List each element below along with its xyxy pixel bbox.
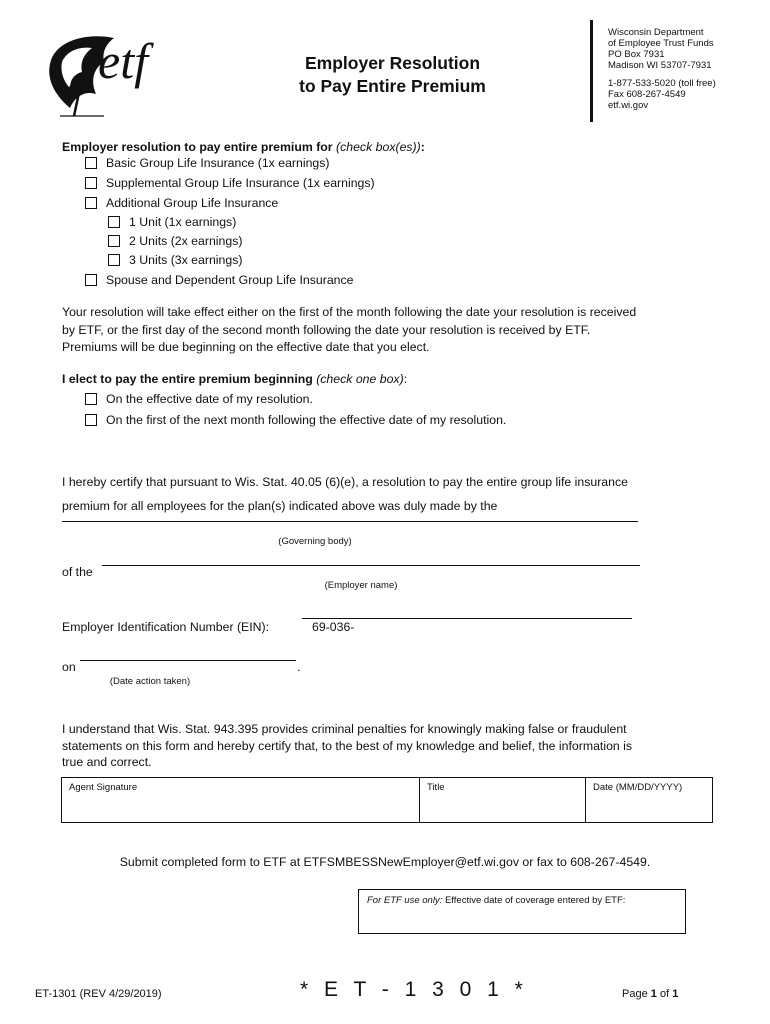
elect-heading xyxy=(62,372,407,386)
understand-line-2: statements on this form and hereby certify that, to the best of my knowledge and belief, the information is xyxy=(62,738,633,753)
elect-heading-italic: (check one box) xyxy=(316,372,404,386)
submit-instructions: Submit completed form to ETF at ETFSMBESSNewEmployer@etf.wi.gov or fax to 608-267-4549. xyxy=(119,855,651,869)
next-month-checkbox[interactable] xyxy=(85,414,97,426)
coverage-heading-colon: : xyxy=(420,140,425,154)
elect-option-1-label: On the effective date of my resolution. xyxy=(106,392,313,406)
effective-line-2: by ETF, or the first day of the second month following the date your resolution is received by ETF. xyxy=(62,322,591,337)
signature-table xyxy=(61,777,713,823)
understand-line-1: I understand that Wis. Stat. 943.395 provides criminal penalties for knowingly making false or fraudulent xyxy=(62,722,627,736)
date-action-caption: (Date action taken) xyxy=(109,676,191,687)
org-line-1: Wisconsin Department xyxy=(608,27,704,38)
ein-value: 69-036- xyxy=(312,620,355,634)
option-unit-1 xyxy=(108,215,236,229)
page-number xyxy=(622,988,678,1000)
date-label: Date (MM/DD/YYYY) xyxy=(593,782,683,793)
page-total: 1 xyxy=(672,988,679,1000)
page-prefix: Page xyxy=(622,988,648,1000)
form-barcode: * E T - 1 3 0 1 * xyxy=(300,978,528,1001)
supplemental-label: Supplemental Group Life Insurance (1x earnings) xyxy=(106,176,375,190)
logo-wordmark: etf xyxy=(98,33,148,89)
agency-address xyxy=(608,27,716,111)
title-line-1: Employer Resolution xyxy=(304,53,481,73)
basic-checkbox[interactable] xyxy=(85,157,97,169)
ein-label: Employer Identification Number (EIN): xyxy=(62,620,270,634)
option-spouse xyxy=(85,273,353,287)
date-action-field[interactable] xyxy=(80,660,296,661)
option-unit-2 xyxy=(108,234,242,248)
unit-1-label: 1 Unit (1x earnings) xyxy=(129,215,237,229)
understand-line-3: true and correct. xyxy=(62,755,152,769)
effective-paragraph xyxy=(62,304,636,357)
elect-option-2 xyxy=(85,413,506,427)
etf-use-box xyxy=(358,889,686,934)
po-box: PO Box 7931 xyxy=(608,49,665,60)
city-line: Madison WI 53707-7931 xyxy=(608,60,712,71)
form-title xyxy=(270,52,515,98)
unit-3-checkbox[interactable] xyxy=(108,254,120,266)
elect-option-2-label: On the first of the next month following the effective date of my resolution. xyxy=(106,413,507,427)
ein-field[interactable] xyxy=(302,618,632,619)
additional-checkbox[interactable] xyxy=(85,197,97,209)
title-line-2: to Pay Entire Premium xyxy=(299,76,486,96)
page-num: 1 xyxy=(650,988,657,1000)
effective-line-1: Your resolution will take effect either on the first of the month following the date your resolution is received xyxy=(62,305,637,319)
additional-label: Additional Group Life Insurance xyxy=(106,196,279,210)
unit-2-checkbox[interactable] xyxy=(108,235,120,247)
coverage-heading xyxy=(62,140,425,154)
elect-heading-bold: I elect to pay the entire premium beginning xyxy=(62,372,313,386)
employer-name-field[interactable] xyxy=(102,565,640,566)
title-label: Title xyxy=(427,782,445,793)
governing-body-caption: (Governing body) xyxy=(278,536,352,547)
org-line-2: of Employee Trust Funds xyxy=(608,38,714,49)
agent-signature-label: Agent Signature xyxy=(69,782,138,793)
date-period: . xyxy=(297,660,301,674)
unit-1-checkbox[interactable] xyxy=(108,216,120,228)
unit-2-label: 2 Units (2x earnings) xyxy=(129,234,243,248)
supplemental-checkbox[interactable] xyxy=(85,177,97,189)
of-the-label: of the xyxy=(62,565,93,579)
effective-date-checkbox[interactable] xyxy=(85,393,97,405)
certify-line-1: I hereby certify that pursuant to Wis. Stat. 40.05 (6)(e), a resolution to pay the entire group life insurance xyxy=(62,475,628,489)
on-label: on xyxy=(62,660,76,674)
phone-line: 1-877-533-5020 (toll free) xyxy=(608,78,716,89)
understand-paragraph xyxy=(62,721,632,771)
spouse-checkbox[interactable] xyxy=(85,274,97,286)
basic-label: Basic Group Life Insurance (1x earnings) xyxy=(106,156,330,170)
option-supplemental xyxy=(85,176,375,190)
option-unit-3 xyxy=(108,253,242,267)
elect-heading-colon: : xyxy=(403,372,408,386)
web-line: etf.wi.gov xyxy=(608,100,649,111)
etf-use-italic: For ETF use only: xyxy=(367,895,443,906)
certify-line-2: premium for all employees for the plan(s) indicated above was duly made by the xyxy=(62,499,498,513)
governing-body-field[interactable] xyxy=(62,521,638,522)
title-cell[interactable] xyxy=(420,778,585,822)
spouse-label: Spouse and Dependent Group Life Insurance xyxy=(106,273,354,287)
unit-3-label: 3 Units (3x earnings) xyxy=(129,253,243,267)
page-of: of xyxy=(659,988,670,1000)
header-divider xyxy=(590,20,593,122)
coverage-heading-bold: Employer resolution to pay entire premium for xyxy=(62,140,333,154)
form-id: ET-1301 (REV 4/29/2019) xyxy=(35,988,162,1000)
fax-line: Fax 608-267-4549 xyxy=(608,89,686,100)
certify-paragraph xyxy=(62,470,628,518)
agent-signature-cell[interactable] xyxy=(62,778,419,822)
elect-option-1 xyxy=(85,392,313,406)
effective-line-3: Premiums will be due beginning on the effective date that you elect. xyxy=(62,340,430,354)
coverage-heading-italic: (check box(es)) xyxy=(336,140,421,154)
option-additional xyxy=(85,196,278,210)
date-cell[interactable] xyxy=(586,778,712,822)
option-basic xyxy=(85,156,330,170)
employer-name-caption: (Employer name) xyxy=(324,580,398,591)
etf-use-text: Effective date of coverage entered by ETF: xyxy=(444,895,626,906)
